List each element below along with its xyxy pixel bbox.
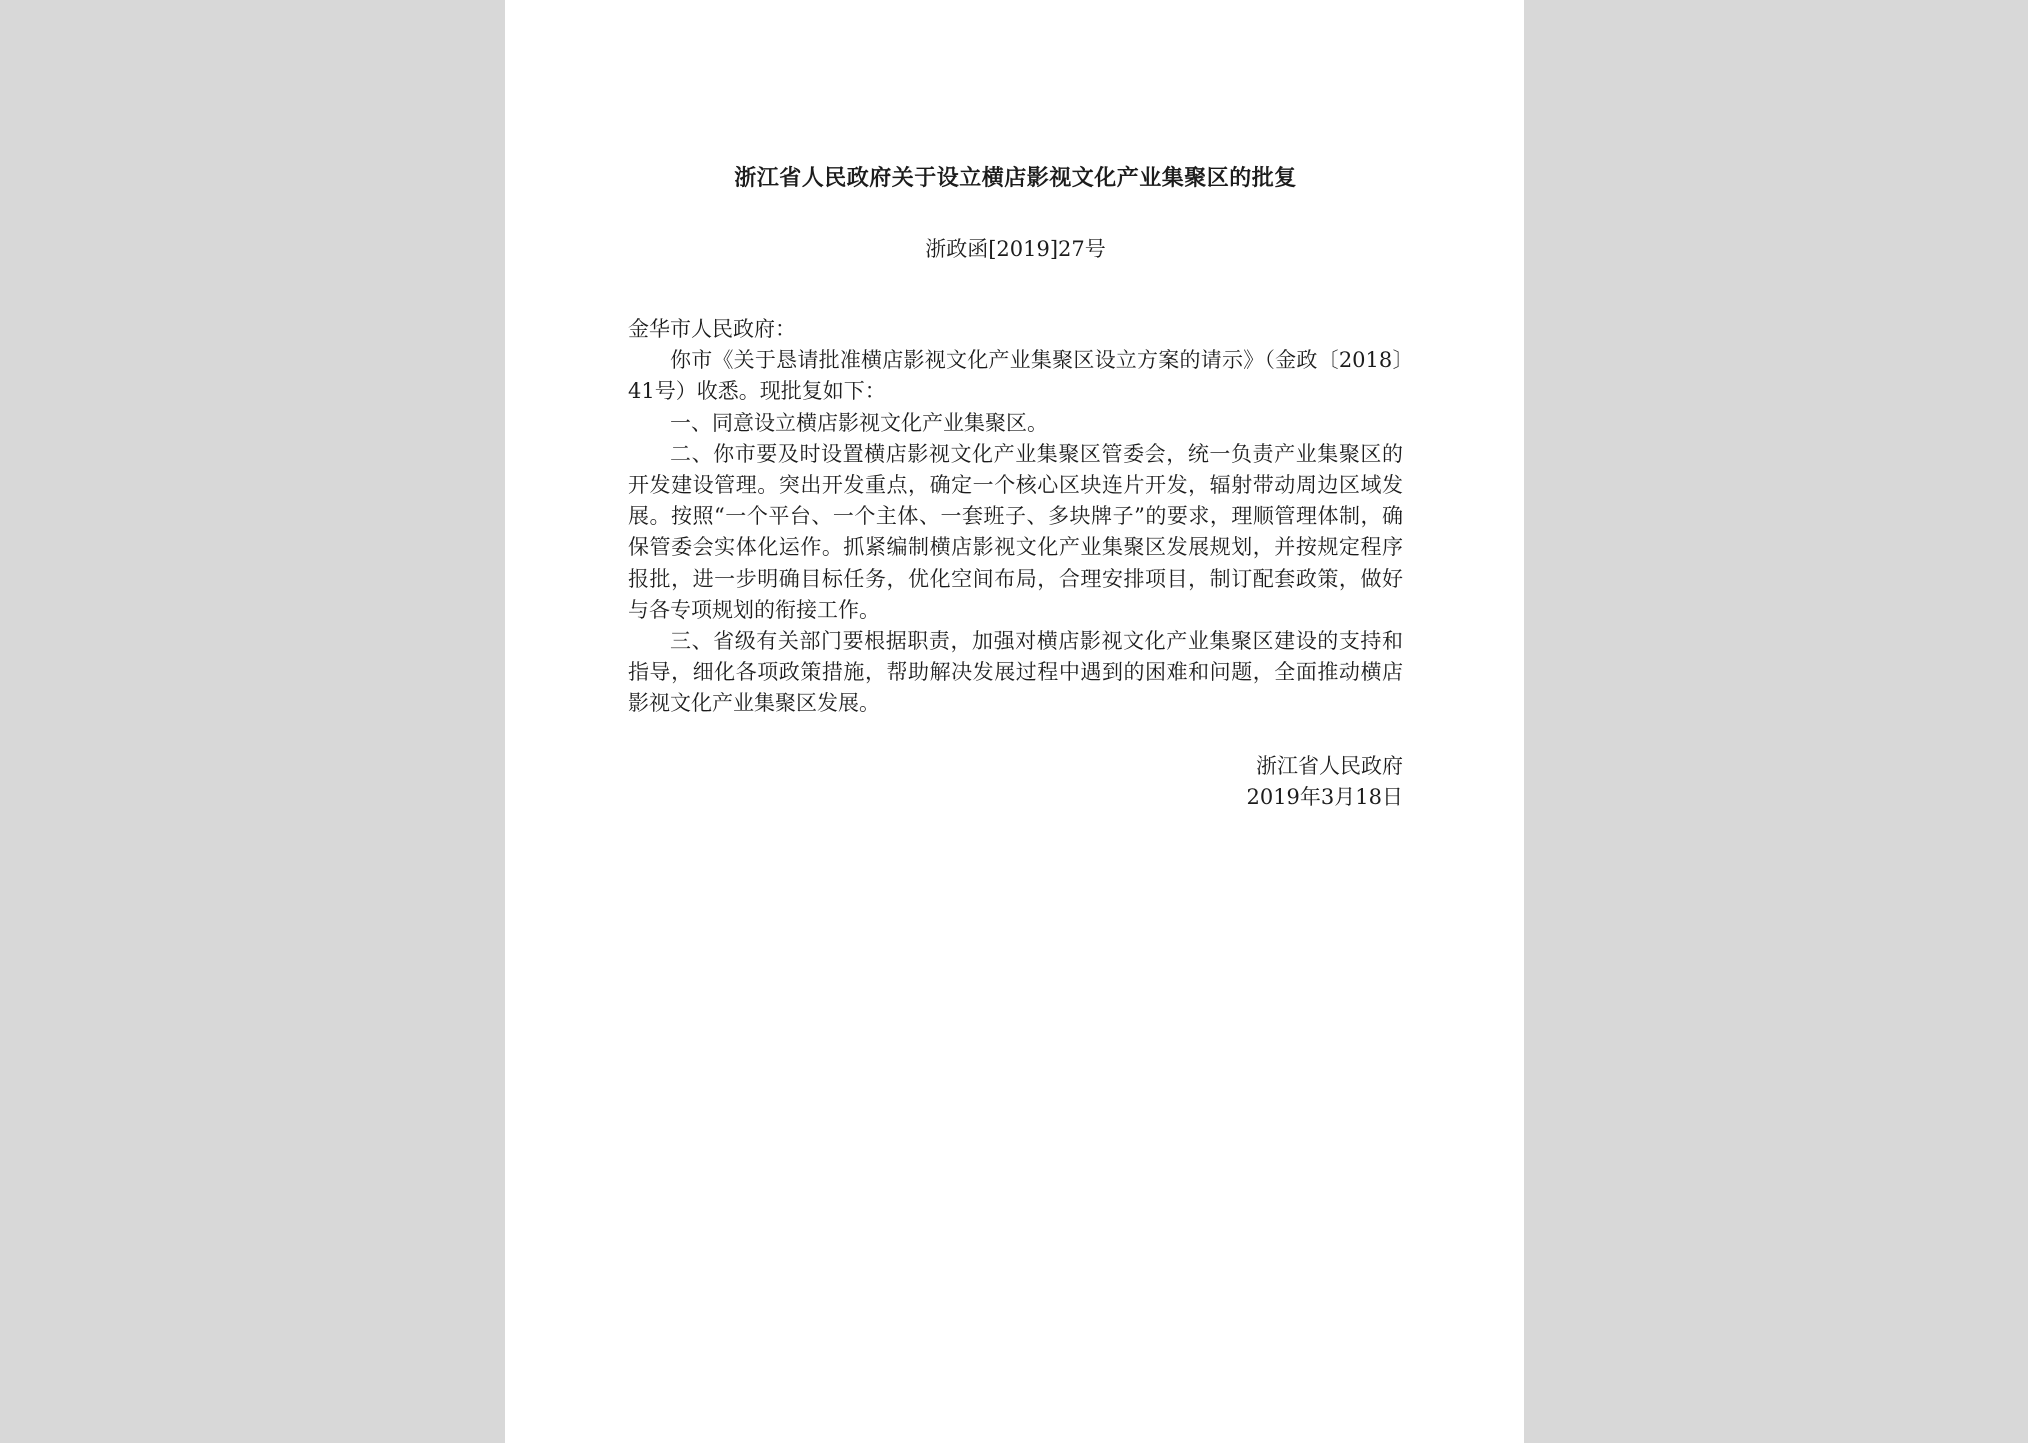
paragraph-item-1: 一、同意设立横店影视文化产业集聚区。 [670, 410, 1048, 435]
salutation: 金华市人民政府： [628, 317, 796, 341]
paragraph-item-2: 二、你市要及时设置横店影视文化产业集聚区管委会，统一负责产业集聚区的开发建设管理。突出开发重点，确定一个核心区块连片开发，辐射带动周边区域发展。按照“一个平台、一个主体、一套班子、多块牌子”的要求，理顺管理体制，确保管委会实体化运作。抓紧编制横店影视文化产业集聚区发展规划，并按规定程序报批，进一步明确目标任务，优化空间布局，合理安排项目，制订配套政策，做好与各专项规划的衔接工作。 [628, 441, 1403, 622]
issue-date: 2019年3月18日 [1246, 784, 1403, 809]
document-title: 浙江省人民政府关于设立横店影视文化产业集聚区的批复 [734, 165, 1297, 191]
document-number: 浙政函[2019]27号 [925, 237, 1106, 261]
signature-block [628, 751, 1403, 813]
paragraph-intro: 你市《关于恳请批准横店影视文化产业集聚区设立方案的请示》（金政〔2018〕41号）收悉。现批复如下： [628, 348, 1403, 404]
document-body [628, 314, 1403, 720]
paragraph-item-3: 三、省级有关部门要根据职责，加强对横店影视文化产业集聚区建设的支持和指导，细化各项政策措施，帮助解决发展过程中遇到的困难和问题，全面推动横店影视文化产业集聚区发展。 [628, 629, 1403, 716]
signatory: 浙江省人民政府 [1256, 753, 1403, 778]
document-content [628, 162, 1403, 813]
document-page [505, 0, 1524, 1443]
